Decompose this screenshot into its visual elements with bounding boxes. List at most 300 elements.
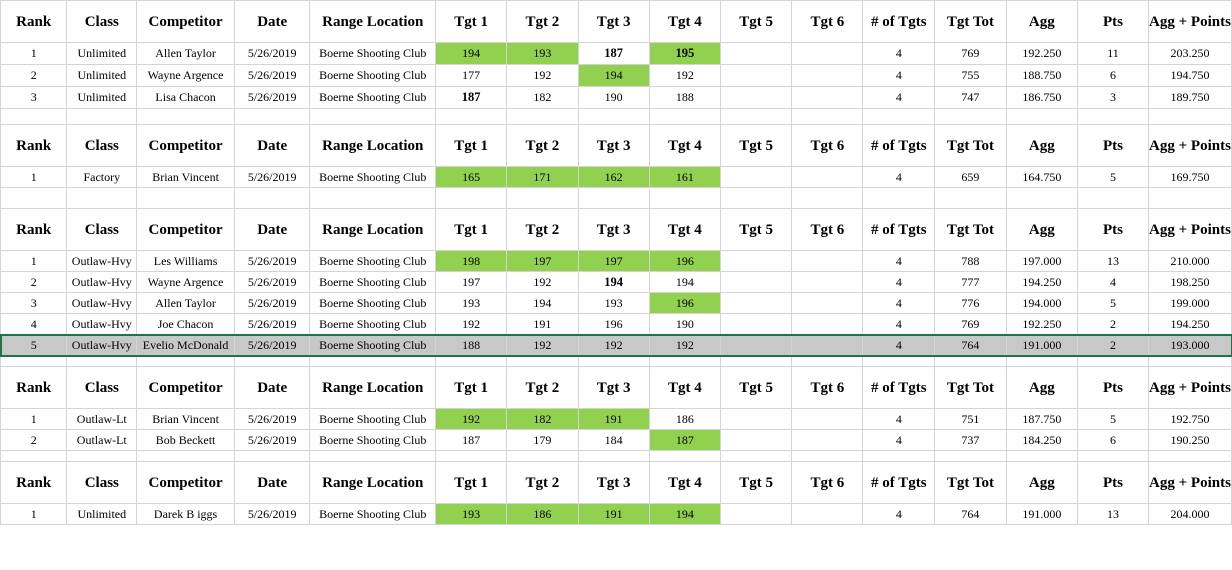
cell-num-tgts[interactable]: 4 — [863, 272, 935, 293]
empty-cell[interactable] — [721, 451, 792, 462]
cell-rank[interactable]: 1 — [1, 167, 67, 188]
cell-competitor[interactable]: Joe Chacon — [137, 314, 235, 335]
empty-cell[interactable] — [310, 109, 436, 125]
header-tgt3[interactable]: Tgt 3 — [578, 1, 649, 43]
empty-cell[interactable] — [1078, 451, 1149, 462]
table-row[interactable] — [1, 272, 1232, 293]
cell-tgt5[interactable] — [721, 504, 792, 525]
cell-tgt1[interactable]: 198 — [436, 251, 507, 272]
header-date[interactable]: Date — [234, 462, 309, 504]
header-pts[interactable]: Pts — [1078, 209, 1149, 251]
empty-cell[interactable] — [792, 188, 863, 209]
cell-tgt1[interactable]: 188 — [436, 335, 507, 356]
header-class[interactable]: Class — [67, 462, 137, 504]
cell-tgt2[interactable]: 182 — [507, 409, 578, 430]
cell-agg[interactable]: 192.250 — [1006, 43, 1077, 65]
cell-tgt3[interactable]: 191 — [578, 504, 649, 525]
cell-tgt3[interactable]: 196 — [578, 314, 649, 335]
cell-tgt3[interactable]: 190 — [578, 87, 649, 109]
cell-tgt6[interactable] — [792, 293, 863, 314]
cell-date[interactable]: 5/26/2019 — [234, 251, 309, 272]
cell-tgt6[interactable] — [792, 335, 863, 356]
header-class[interactable]: Class — [67, 1, 137, 43]
header-tgt2[interactable]: Tgt 2 — [507, 209, 578, 251]
cell-tgt4[interactable]: 161 — [649, 167, 720, 188]
header-rank[interactable]: Rank — [1, 209, 67, 251]
header-class[interactable]: Class — [67, 209, 137, 251]
empty-cell[interactable] — [863, 109, 935, 125]
header-competitor[interactable]: Competitor — [137, 209, 235, 251]
empty-cell[interactable] — [1, 356, 67, 367]
cell-range-location[interactable]: Boerne Shooting Club — [310, 504, 436, 525]
header-agg[interactable]: Agg — [1006, 209, 1077, 251]
cell-tgt6[interactable] — [792, 504, 863, 525]
header-tgt4[interactable]: Tgt 4 — [649, 125, 720, 167]
table-row[interactable] — [1, 251, 1232, 272]
cell-rank[interactable]: 2 — [1, 430, 67, 451]
empty-cell[interactable] — [935, 109, 1007, 125]
cell-num-tgts[interactable]: 4 — [863, 314, 935, 335]
header-agg-plus-points[interactable]: Agg + Points — [1148, 209, 1231, 251]
empty-cell[interactable] — [721, 109, 792, 125]
cell-tgt2[interactable]: 193 — [507, 43, 578, 65]
cell-tgt6[interactable] — [792, 251, 863, 272]
header-tgt-tot[interactable]: Tgt Tot — [935, 125, 1007, 167]
cell-tgt5[interactable] — [721, 409, 792, 430]
header-tgt1[interactable]: Tgt 1 — [436, 209, 507, 251]
header-tgt1[interactable]: Tgt 1 — [436, 125, 507, 167]
cell-date[interactable]: 5/26/2019 — [234, 272, 309, 293]
cell-num-tgts[interactable]: 4 — [863, 504, 935, 525]
header-tgt1[interactable]: Tgt 1 — [436, 367, 507, 409]
header-tgt-tot[interactable]: Tgt Tot — [935, 462, 1007, 504]
cell-class[interactable]: Outlaw-Lt — [67, 430, 137, 451]
cell-tgt4[interactable]: 196 — [649, 251, 720, 272]
header-tgt5[interactable]: Tgt 5 — [721, 462, 792, 504]
cell-pts[interactable]: 4 — [1078, 272, 1149, 293]
cell-num-tgts[interactable]: 4 — [863, 167, 935, 188]
cell-tgt1[interactable]: 192 — [436, 314, 507, 335]
cell-tgt2[interactable]: 197 — [507, 251, 578, 272]
cell-rank[interactable]: 1 — [1, 504, 67, 525]
cell-competitor[interactable]: Wayne Argence — [137, 272, 235, 293]
empty-cell[interactable] — [67, 188, 137, 209]
cell-tgt6[interactable] — [792, 409, 863, 430]
header-competitor[interactable]: Competitor — [137, 367, 235, 409]
header-class[interactable]: Class — [67, 125, 137, 167]
cell-competitor[interactable]: Les Williams — [137, 251, 235, 272]
cell-tgt4[interactable]: 194 — [649, 504, 720, 525]
cell-num-tgts[interactable]: 4 — [863, 87, 935, 109]
empty-cell[interactable] — [310, 356, 436, 367]
empty-cell[interactable] — [935, 188, 1007, 209]
cell-tgt2[interactable]: 192 — [507, 335, 578, 356]
cell-tgt4[interactable]: 186 — [649, 409, 720, 430]
cell-num-tgts[interactable]: 4 — [863, 293, 935, 314]
cell-range-location[interactable]: Boerne Shooting Club — [310, 272, 436, 293]
cell-range-location[interactable]: Boerne Shooting Club — [310, 430, 436, 451]
table-row[interactable] — [1, 314, 1232, 335]
empty-cell[interactable] — [1006, 188, 1077, 209]
cell-num-tgts[interactable]: 4 — [863, 409, 935, 430]
cell-competitor[interactable]: Brian Vincent — [137, 409, 235, 430]
empty-cell[interactable] — [507, 188, 578, 209]
empty-cell[interactable] — [234, 451, 309, 462]
header-num-tgts[interactable]: # of Tgts — [863, 1, 935, 43]
empty-cell[interactable] — [1, 109, 67, 125]
cell-agg-plus-points[interactable]: 192.750 — [1148, 409, 1231, 430]
table-row[interactable] — [1, 167, 1232, 188]
cell-agg-plus-points[interactable]: 210.000 — [1148, 251, 1231, 272]
cell-tgt2[interactable]: 186 — [507, 504, 578, 525]
header-pts[interactable]: Pts — [1078, 125, 1149, 167]
cell-tgt5[interactable] — [721, 335, 792, 356]
header-pts[interactable]: Pts — [1078, 1, 1149, 43]
cell-range-location[interactable]: Boerne Shooting Club — [310, 409, 436, 430]
header-agg[interactable]: Agg — [1006, 367, 1077, 409]
table-row[interactable] — [1, 87, 1232, 109]
cell-rank[interactable]: 1 — [1, 409, 67, 430]
header-rank[interactable]: Rank — [1, 125, 67, 167]
cell-num-tgts[interactable]: 4 — [863, 65, 935, 87]
header-tgt6[interactable]: Tgt 6 — [792, 462, 863, 504]
empty-cell[interactable] — [649, 451, 720, 462]
cell-tgt2[interactable]: 192 — [507, 272, 578, 293]
cell-tgt6[interactable] — [792, 430, 863, 451]
cell-tgt1[interactable]: 192 — [436, 409, 507, 430]
cell-num-tgts[interactable]: 4 — [863, 430, 935, 451]
cell-tgt1[interactable]: 194 — [436, 43, 507, 65]
cell-rank[interactable]: 2 — [1, 272, 67, 293]
header-tgt5[interactable]: Tgt 5 — [721, 1, 792, 43]
header-num-tgts[interactable]: # of Tgts — [863, 209, 935, 251]
header-tgt6[interactable]: Tgt 6 — [792, 367, 863, 409]
header-tgt2[interactable]: Tgt 2 — [507, 462, 578, 504]
header-tgt3[interactable]: Tgt 3 — [578, 462, 649, 504]
table-row[interactable] — [1, 430, 1232, 451]
empty-cell[interactable] — [1006, 109, 1077, 125]
cell-class[interactable]: Outlaw-Hvy — [67, 335, 137, 356]
table-row[interactable] — [1, 65, 1232, 87]
empty-cell[interactable] — [310, 451, 436, 462]
empty-cell[interactable] — [436, 356, 507, 367]
header-tgt3[interactable]: Tgt 3 — [578, 367, 649, 409]
cell-agg[interactable]: 191.000 — [1006, 504, 1077, 525]
cell-tgt6[interactable] — [792, 65, 863, 87]
cell-agg-plus-points[interactable]: 193.000 — [1148, 335, 1231, 356]
cell-tgt-tot[interactable]: 737 — [935, 430, 1007, 451]
empty-cell[interactable] — [507, 109, 578, 125]
cell-rank[interactable]: 2 — [1, 65, 67, 87]
cell-tgt3[interactable]: 194 — [578, 65, 649, 87]
cell-tgt1[interactable]: 165 — [436, 167, 507, 188]
cell-agg-plus-points[interactable]: 198.250 — [1148, 272, 1231, 293]
cell-pts[interactable]: 13 — [1078, 504, 1149, 525]
empty-cell[interactable] — [234, 188, 309, 209]
cell-tgt-tot[interactable]: 764 — [935, 335, 1007, 356]
cell-pts[interactable]: 3 — [1078, 87, 1149, 109]
cell-rank[interactable]: 1 — [1, 43, 67, 65]
cell-tgt5[interactable] — [721, 43, 792, 65]
header-tgt5[interactable]: Tgt 5 — [721, 209, 792, 251]
cell-tgt4[interactable]: 190 — [649, 314, 720, 335]
cell-competitor[interactable]: Brian Vincent — [137, 167, 235, 188]
empty-cell[interactable] — [436, 451, 507, 462]
cell-agg-plus-points[interactable]: 194.750 — [1148, 65, 1231, 87]
cell-tgt1[interactable]: 197 — [436, 272, 507, 293]
cell-tgt1[interactable]: 177 — [436, 65, 507, 87]
cell-class[interactable]: Factory — [67, 167, 137, 188]
empty-cell[interactable] — [310, 188, 436, 209]
header-range-location[interactable]: Range Location — [310, 367, 436, 409]
cell-class[interactable]: Outlaw-Lt — [67, 409, 137, 430]
cell-date[interactable]: 5/26/2019 — [234, 335, 309, 356]
header-tgt4[interactable]: Tgt 4 — [649, 209, 720, 251]
empty-cell[interactable] — [1, 451, 67, 462]
empty-cell[interactable] — [721, 356, 792, 367]
cell-pts[interactable]: 13 — [1078, 251, 1149, 272]
cell-tgt4[interactable]: 196 — [649, 293, 720, 314]
header-range-location[interactable]: Range Location — [310, 462, 436, 504]
empty-cell[interactable] — [1, 188, 67, 209]
empty-cell[interactable] — [863, 451, 935, 462]
empty-cell[interactable] — [67, 109, 137, 125]
cell-tgt3[interactable]: 184 — [578, 430, 649, 451]
header-date[interactable]: Date — [234, 209, 309, 251]
empty-cell[interactable] — [67, 356, 137, 367]
header-tgt6[interactable]: Tgt 6 — [792, 125, 863, 167]
cell-range-location[interactable]: Boerne Shooting Club — [310, 65, 436, 87]
cell-tgt-tot[interactable]: 788 — [935, 251, 1007, 272]
empty-cell[interactable] — [436, 109, 507, 125]
cell-tgt5[interactable] — [721, 251, 792, 272]
header-num-tgts[interactable]: # of Tgts — [863, 367, 935, 409]
cell-competitor[interactable]: Darek B iggs — [137, 504, 235, 525]
cell-num-tgts[interactable]: 4 — [863, 251, 935, 272]
cell-tgt-tot[interactable]: 659 — [935, 167, 1007, 188]
empty-cell[interactable] — [137, 188, 235, 209]
cell-pts[interactable]: 5 — [1078, 293, 1149, 314]
cell-tgt-tot[interactable]: 777 — [935, 272, 1007, 293]
cell-tgt3[interactable]: 192 — [578, 335, 649, 356]
cell-agg-plus-points[interactable]: 189.750 — [1148, 87, 1231, 109]
empty-cell[interactable] — [436, 188, 507, 209]
cell-tgt3[interactable]: 162 — [578, 167, 649, 188]
cell-tgt4[interactable]: 187 — [649, 430, 720, 451]
cell-tgt6[interactable] — [792, 43, 863, 65]
cell-pts[interactable]: 6 — [1078, 65, 1149, 87]
header-rank[interactable]: Rank — [1, 462, 67, 504]
cell-competitor[interactable]: Lisa Chacon — [137, 87, 235, 109]
header-range-location[interactable]: Range Location — [310, 125, 436, 167]
cell-agg[interactable]: 186.750 — [1006, 87, 1077, 109]
cell-tgt1[interactable]: 187 — [436, 87, 507, 109]
empty-cell[interactable] — [578, 109, 649, 125]
cell-agg[interactable]: 194.000 — [1006, 293, 1077, 314]
header-tgt4[interactable]: Tgt 4 — [649, 367, 720, 409]
header-agg[interactable]: Agg — [1006, 125, 1077, 167]
cell-date[interactable]: 5/26/2019 — [234, 314, 309, 335]
cell-tgt2[interactable]: 182 — [507, 87, 578, 109]
cell-range-location[interactable]: Boerne Shooting Club — [310, 43, 436, 65]
cell-class[interactable]: Unlimited — [67, 65, 137, 87]
cell-tgt3[interactable]: 187 — [578, 43, 649, 65]
table-row[interactable] — [1, 43, 1232, 65]
cell-num-tgts[interactable]: 4 — [863, 335, 935, 356]
header-tgt5[interactable]: Tgt 5 — [721, 125, 792, 167]
cell-tgt6[interactable] — [792, 87, 863, 109]
cell-tgt5[interactable] — [721, 293, 792, 314]
empty-cell[interactable] — [649, 356, 720, 367]
header-date[interactable]: Date — [234, 1, 309, 43]
empty-cell[interactable] — [578, 356, 649, 367]
header-date[interactable]: Date — [234, 367, 309, 409]
empty-cell[interactable] — [792, 451, 863, 462]
header-agg[interactable]: Agg — [1006, 1, 1077, 43]
header-rank[interactable]: Rank — [1, 367, 67, 409]
cell-class[interactable]: Outlaw-Hvy — [67, 314, 137, 335]
cell-date[interactable]: 5/26/2019 — [234, 293, 309, 314]
cell-tgt4[interactable]: 192 — [649, 65, 720, 87]
cell-tgt6[interactable] — [792, 314, 863, 335]
empty-cell[interactable] — [1078, 109, 1149, 125]
empty-cell[interactable] — [578, 188, 649, 209]
empty-cell[interactable] — [1148, 188, 1231, 209]
header-agg-plus-points[interactable]: Agg + Points — [1148, 125, 1231, 167]
empty-cell[interactable] — [234, 356, 309, 367]
cell-tgt-tot[interactable]: 776 — [935, 293, 1007, 314]
empty-cell[interactable] — [1148, 451, 1231, 462]
table-row[interactable] — [1, 335, 1232, 356]
empty-cell[interactable] — [1078, 188, 1149, 209]
cell-agg[interactable]: 184.250 — [1006, 430, 1077, 451]
cell-tgt4[interactable]: 192 — [649, 335, 720, 356]
header-agg[interactable]: Agg — [1006, 462, 1077, 504]
cell-rank[interactable]: 5 — [1, 335, 67, 356]
cell-competitor[interactable]: Bob Beckett — [137, 430, 235, 451]
header-tgt5[interactable]: Tgt 5 — [721, 367, 792, 409]
empty-cell[interactable] — [649, 188, 720, 209]
header-tgt4[interactable]: Tgt 4 — [649, 1, 720, 43]
empty-cell[interactable] — [507, 451, 578, 462]
empty-cell[interactable] — [234, 109, 309, 125]
cell-class[interactable]: Unlimited — [67, 87, 137, 109]
header-tgt2[interactable]: Tgt 2 — [507, 125, 578, 167]
header-class[interactable]: Class — [67, 367, 137, 409]
header-tgt6[interactable]: Tgt 6 — [792, 209, 863, 251]
cell-agg-plus-points[interactable]: 194.250 — [1148, 314, 1231, 335]
cell-agg[interactable]: 164.750 — [1006, 167, 1077, 188]
header-tgt2[interactable]: Tgt 2 — [507, 1, 578, 43]
cell-tgt-tot[interactable]: 747 — [935, 87, 1007, 109]
header-agg-plus-points[interactable]: Agg + Points — [1148, 1, 1231, 43]
cell-class[interactable]: Outlaw-Hvy — [67, 293, 137, 314]
cell-date[interactable]: 5/26/2019 — [234, 430, 309, 451]
cell-agg[interactable]: 188.750 — [1006, 65, 1077, 87]
header-tgt6[interactable]: Tgt 6 — [792, 1, 863, 43]
empty-cell[interactable] — [863, 188, 935, 209]
header-competitor[interactable]: Competitor — [137, 1, 235, 43]
empty-cell[interactable] — [67, 451, 137, 462]
cell-agg[interactable]: 194.250 — [1006, 272, 1077, 293]
cell-class[interactable]: Outlaw-Hvy — [67, 251, 137, 272]
cell-num-tgts[interactable]: 4 — [863, 43, 935, 65]
cell-rank[interactable]: 3 — [1, 87, 67, 109]
cell-rank[interactable]: 3 — [1, 293, 67, 314]
header-agg-plus-points[interactable]: Agg + Points — [1148, 367, 1231, 409]
cell-tgt2[interactable]: 191 — [507, 314, 578, 335]
cell-class[interactable]: Unlimited — [67, 504, 137, 525]
cell-tgt2[interactable]: 179 — [507, 430, 578, 451]
header-competitor[interactable]: Competitor — [137, 462, 235, 504]
cell-date[interactable]: 5/26/2019 — [234, 43, 309, 65]
cell-competitor[interactable]: Evelio McDonald — [137, 335, 235, 356]
header-agg-plus-points[interactable]: Agg + Points — [1148, 462, 1231, 504]
cell-tgt5[interactable] — [721, 314, 792, 335]
cell-date[interactable]: 5/26/2019 — [234, 87, 309, 109]
empty-cell[interactable] — [792, 109, 863, 125]
cell-class[interactable]: Outlaw-Hvy — [67, 272, 137, 293]
empty-cell[interactable] — [1078, 356, 1149, 367]
cell-tgt2[interactable]: 194 — [507, 293, 578, 314]
cell-tgt-tot[interactable]: 755 — [935, 65, 1007, 87]
cell-tgt-tot[interactable]: 769 — [935, 314, 1007, 335]
cell-competitor[interactable]: Allen Taylor — [137, 43, 235, 65]
cell-date[interactable]: 5/26/2019 — [234, 504, 309, 525]
cell-pts[interactable]: 2 — [1078, 314, 1149, 335]
cell-tgt3[interactable]: 193 — [578, 293, 649, 314]
cell-tgt1[interactable]: 193 — [436, 293, 507, 314]
cell-agg-plus-points[interactable]: 204.000 — [1148, 504, 1231, 525]
cell-date[interactable]: 5/26/2019 — [234, 409, 309, 430]
cell-tgt5[interactable] — [721, 87, 792, 109]
cell-range-location[interactable]: Boerne Shooting Club — [310, 335, 436, 356]
cell-agg[interactable]: 197.000 — [1006, 251, 1077, 272]
cell-tgt5[interactable] — [721, 65, 792, 87]
cell-range-location[interactable]: Boerne Shooting Club — [310, 293, 436, 314]
empty-cell[interactable] — [1148, 109, 1231, 125]
cell-tgt5[interactable] — [721, 272, 792, 293]
header-range-location[interactable]: Range Location — [310, 209, 436, 251]
empty-cell[interactable] — [935, 356, 1007, 367]
cell-date[interactable]: 5/26/2019 — [234, 65, 309, 87]
cell-tgt5[interactable] — [721, 167, 792, 188]
header-tgt1[interactable]: Tgt 1 — [436, 462, 507, 504]
empty-cell[interactable] — [863, 356, 935, 367]
cell-agg-plus-points[interactable]: 169.750 — [1148, 167, 1231, 188]
header-tgt-tot[interactable]: Tgt Tot — [935, 367, 1007, 409]
header-range-location[interactable]: Range Location — [310, 1, 436, 43]
table-row[interactable] — [1, 409, 1232, 430]
header-rank[interactable]: Rank — [1, 1, 67, 43]
header-tgt2[interactable]: Tgt 2 — [507, 367, 578, 409]
cell-range-location[interactable]: Boerne Shooting Club — [310, 314, 436, 335]
cell-tgt1[interactable]: 193 — [436, 504, 507, 525]
cell-tgt-tot[interactable]: 764 — [935, 504, 1007, 525]
header-num-tgts[interactable]: # of Tgts — [863, 462, 935, 504]
cell-rank[interactable]: 1 — [1, 251, 67, 272]
empty-cell[interactable] — [792, 356, 863, 367]
cell-range-location[interactable]: Boerne Shooting Club — [310, 87, 436, 109]
header-pts[interactable]: Pts — [1078, 462, 1149, 504]
empty-cell[interactable] — [721, 188, 792, 209]
cell-tgt3[interactable]: 197 — [578, 251, 649, 272]
cell-range-location[interactable]: Boerne Shooting Club — [310, 167, 436, 188]
cell-tgt-tot[interactable]: 769 — [935, 43, 1007, 65]
header-tgt-tot[interactable]: Tgt Tot — [935, 1, 1007, 43]
cell-tgt6[interactable] — [792, 272, 863, 293]
header-tgt1[interactable]: Tgt 1 — [436, 1, 507, 43]
